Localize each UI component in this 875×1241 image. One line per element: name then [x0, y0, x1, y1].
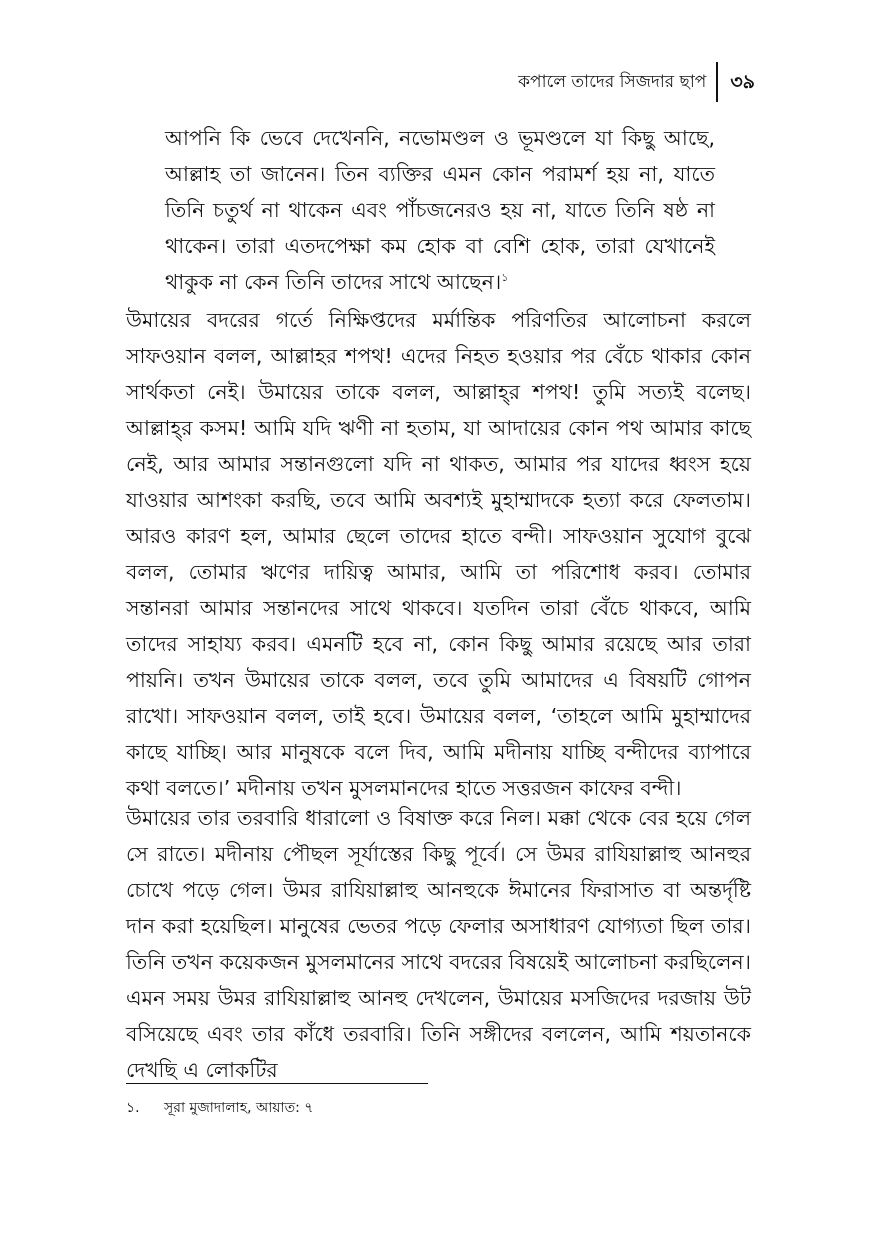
footnote-reference[interactable]: ১ [501, 271, 509, 285]
footnote-number: ১. [126, 1100, 140, 1116]
body-paragraph: উমায়ের তার তরবারি ধারালো ও বিষাক্ত করে নিল। মক্কা থেকে বের হয়ে গেল সে রাতে। মদীনায় পৌছল সূর্যাস্তের কিছু পূর্বে। সে উমর রাযিয়াল্লাহু আনহুর চোখে পড়ে গেল। উমর রাযিয়াল্লাহু আনহুকে ঈমানের ফিরাসাত বা অন্তর্দৃষ্টি দান করা হয়েছিল। মানুষের ভেতর পড়ে ফেলার অসাধারণ যোগ্যতা ছিল তার। তিনি তখন কয়েকজন মুসলমানের সাথে বদরের বিষয়েই আলোচনা করছিলেন। এমন সময় উমর রাযিয়াল্লাহু আনহু দেখলেন, উমায়ের মসজিদের দরজায় উট বসিয়েছে এবং তার কাঁধে তরবারি। তিনি সঙ্গীদের বললেন, আমি শয়তানকে দেখছি এ লোকটির [126, 806, 751, 1082]
running-header [518, 62, 755, 102]
body-paragraph: উমায়ের বদরের গর্তে নিক্ষিপ্তদের মর্মান্তিক পরিণতির আলোচনা করলে সাফওয়ান বলল, আল্লাহর শপথ! এদের নিহত হওয়ার পর বেঁচে থাকার কোন সার্থকতা নেই। উমায়ের তাকে বলল, আল্লাহ্‌র শপথ! তুমি সত্যই বলেছ। আল্লাহ্‌র কসম! আমি যদি ঋণী না হতাম, যা আদায়ের কোন পথ আমার কাছে নেই, আর আমার সন্তানগুলো যদি না থাকত, আমার পর যাদের ধ্বংস হয়ে যাওয়ার আশংকা করছি, তবে আমি অবশ্যই মুহাম্মাদকে হত্যা করে ফেলতাম। আরও কারণ হল, আমার ছেলে তাদের হাতে বন্দী। সাফওয়ান সুযোগ বুঝে বলল, তোমার ঋণের দায়িত্ব আমার, আমি তা পরিশোধ করব। তোমার সন্তানরা আমার সন্তানদের সাথে থাকবে। যতদিন তারা বেঁচে থাকবে, আমি তাদের সাহায্য করব। এমনটি হবে না, কোন কিছু আমার রয়েছে আর তারা পায়নি। তখন উমায়ের তাকে বলল, তবে তুমি আমাদের এ বিষয়টি গোপন রাখো। সাফওয়ান বলল, তাই হবে। উমায়ের বলল, ‘তাহলে আমি মুহাম্মাদের কাছে যাচ্ছি। আর মানুষকে বলে দিব, আমি মদীনায় যাচ্ছি বন্দীদের ব্যাপারে কথা বলতে।’ মদীনায় তখন মুসলমানদের হাতে সত্তরজন কাফের বন্দী। [126, 308, 751, 800]
page-number: ৩৯ [730, 71, 755, 93]
footnote-text: সূরা মুজাদালাহ, আয়াত: ৭ [164, 1100, 314, 1116]
quote-text: আপনি কি ভেবে দেখেননি, নভোমণ্ডল ও ভূমণ্ডলে যা কিছু আছে, আল্লাহ তা জানেন। তিন ব্যক্তির এমন কোন পরামর্শ হয় না, যাতে তিনি চতুর্থ না থাকেন এবং পাঁচজনেরও হয় না, যাতে তিনি ষষ্ঠ না থাকেন। তারা এতদপেক্ষা কম হোক বা বেশি হোক, তারা যেখানেই থাকুক না কেন তিনি তাদের সাথে আছেন। [165, 126, 715, 294]
quranic-quote-block [165, 120, 715, 300]
footnote [126, 1097, 313, 1119]
quote-paragraph [165, 120, 715, 300]
running-title: কপালে তাদের সিজদার ছাপ [518, 72, 707, 92]
footnote-divider [126, 1083, 428, 1084]
